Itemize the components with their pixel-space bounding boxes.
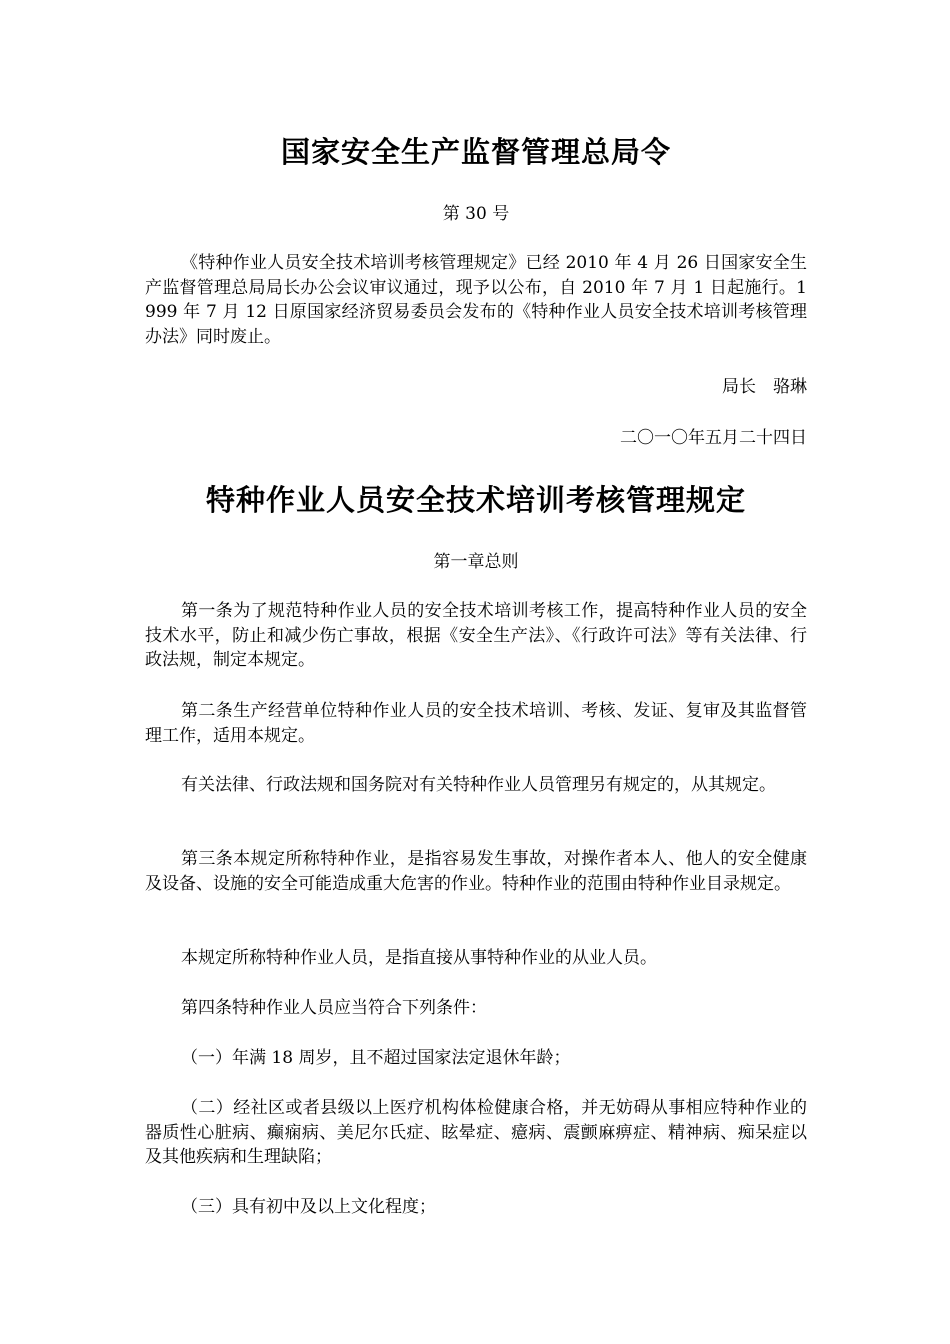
paragraph-article-2: 第二条生产经营单位特种作业人员的安全技术培训、考核、发证、复审及其监督管理工作，适用本规定。 bbox=[145, 701, 807, 746]
paragraph-article-3-note: 本规定所称特种作业人员，是指直接从事特种作业的从业人员。 bbox=[181, 948, 657, 968]
list-item-condition-3: （三）具有初中及以上文化程度； bbox=[181, 1197, 436, 1217]
paragraph-article-1: 第一条为了规范特种作业人员的安全技术培训考核工作，提高特种作业人员的安全技术水平，防止和减少伤亡事故，根据《安全生产法》、《行政许可法》等有关法律、行政法规，制定本规定。 bbox=[145, 601, 807, 670]
paragraph-article-2-note: 有关法律、行政法规和国务院对有关特种作业人员管理另有规定的，从其规定。 bbox=[181, 775, 776, 795]
list-item-condition-2: （二）经社区或者县级以上医疗机构体检健康合格，并无妨碍从事相应特种作业的器质性心脏病、癫痫病、美尼尔氏症、眩晕症、癔病、震颤麻痹症、精神病、痴呆症以及其他疾病和生理缺陷； bbox=[145, 1098, 807, 1167]
order-number: 第 30 号 bbox=[442, 204, 510, 224]
paragraph-article-3: 第三条本规定所称特种作业，是指容易发生事故，对操作者本人、他人的安全健康及设备、设施的安全可能造成重大危害的作业。特种作业的范围由特种作业目录规定。 bbox=[145, 849, 807, 894]
paragraph-article-4: 第四条特种作业人员应当符合下列条件： bbox=[181, 998, 487, 1018]
order-signature: 局长 骆琳 bbox=[722, 377, 807, 397]
document-page bbox=[145, 0, 807, 1344]
order-title: 国家安全生产监督管理总局令 bbox=[280, 135, 671, 169]
order-text: 《特种作业人员安全技术培训考核管理规定》已经 2010 年 4 月 26 日国家安全生产监督管理总局局长办公会议审议通过，现予以公布，自 2010 年 7 月 1 日起施行。1999 年 7 月 12 日原国家经济贸易委员会发布的《特种作业人员安全技术培训考核管理办法》同时废止。 bbox=[145, 253, 807, 347]
list-item-condition-1: （一）年满 18 周岁，且不超过国家法定退休年龄； bbox=[181, 1048, 571, 1068]
regulation-title: 特种作业人员安全技术培训考核管理规定 bbox=[205, 483, 746, 517]
order-date: 二〇一〇年五月二十四日 bbox=[620, 428, 807, 448]
chapter-heading: 第一章总则 bbox=[433, 552, 519, 572]
